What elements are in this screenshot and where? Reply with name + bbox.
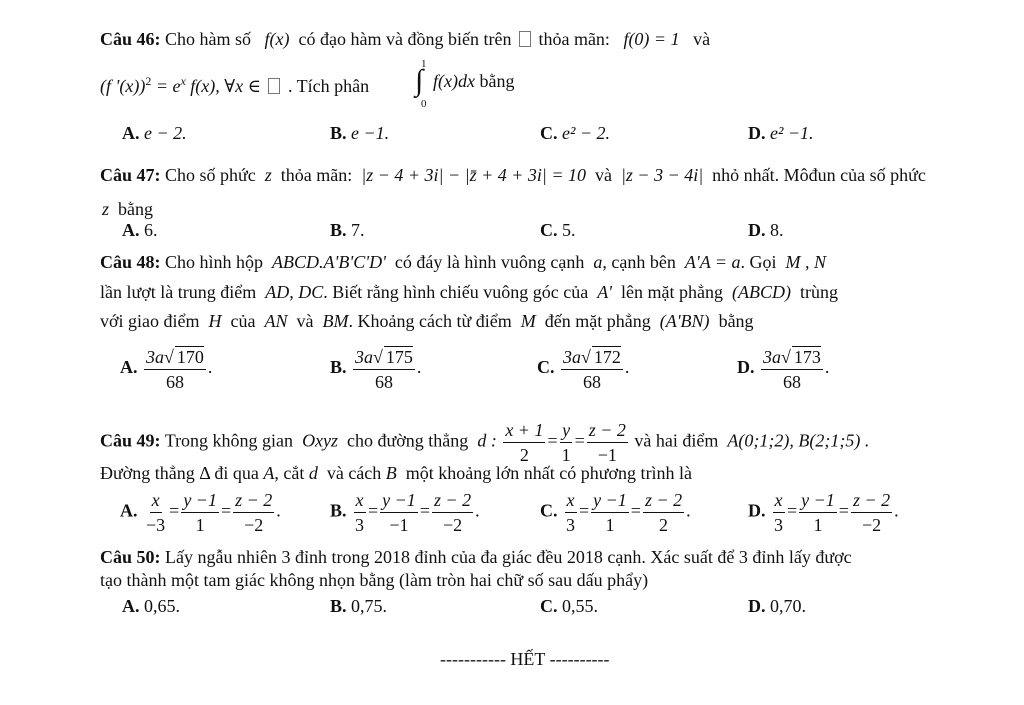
frac-den: −2 xyxy=(244,515,264,535)
frac-den: −2 xyxy=(442,515,463,535)
q46-line2: (f '$(x))^2 = e^x$ f(x), ∀x ∈ . Tích phân xyxy=(100,74,370,96)
q50-option-a xyxy=(122,595,180,617)
q49-option-b: B. $\frac{x}{3}$ = $\frac{y -1}{-1}$ = $\frac{z - 2}{-2}$ . xyxy=(330,490,480,535)
q48-line3 xyxy=(100,310,754,332)
option-value: 0,55. xyxy=(562,596,598,616)
q48-text: Cho hình hộp xyxy=(165,252,264,272)
radicand: 175 xyxy=(385,347,413,367)
q47-label: Câu 47: xyxy=(100,165,161,185)
q48-an: AN xyxy=(264,311,288,331)
option-value: 5. xyxy=(562,220,576,240)
q48-text: có đáy là hình vuông cạnh xyxy=(394,252,585,272)
q48-box: ABCD.A'B'C'D' xyxy=(272,252,386,272)
frac-den: −1 xyxy=(389,515,409,535)
option-letter: B. xyxy=(330,220,347,240)
q49-option-c: C. $\frac{x}{3}$ = $\frac{y -1}{1}$ = $\frac{z - 2}{2}$ . xyxy=(540,490,691,535)
option-letter: C. xyxy=(540,123,558,143)
q46-cond2-rhs: = e xyxy=(155,76,181,96)
option-letter: C. xyxy=(540,596,558,616)
frac-num: 3a xyxy=(563,347,581,367)
q48-text: đến mặt phẳng xyxy=(544,311,651,331)
frac-den: 3 xyxy=(355,515,365,535)
option-letter: D. xyxy=(748,596,766,616)
q48-plane: (A'BN) xyxy=(659,311,710,331)
fraction xyxy=(503,420,545,465)
q48-mn: M , N xyxy=(785,252,827,272)
fraction: $\frac{3a√ 173}{68}$ xyxy=(763,347,821,392)
q48-edge: A'A = a xyxy=(684,252,741,272)
q46-text6: bằng xyxy=(479,71,515,91)
q48-bm: BM xyxy=(322,311,349,331)
option-letter: B. xyxy=(330,357,347,378)
q50-line1 xyxy=(100,546,852,568)
q49-label: Câu 49: xyxy=(100,430,161,451)
frac-den: 2 xyxy=(659,515,669,535)
option-letter: A. xyxy=(122,123,140,143)
q49-text: cho đường thẳng xyxy=(347,430,469,451)
integral-lower-limit: 0 xyxy=(421,98,427,110)
q46-cond1: f(0) = 1 xyxy=(623,29,680,49)
q50-option-b xyxy=(330,595,387,617)
q46-text4: và xyxy=(693,29,711,49)
frac-num: 3a xyxy=(763,347,781,367)
option-letter: D. xyxy=(737,357,755,378)
q46-fx: f(x) xyxy=(264,29,290,49)
q49-A: A xyxy=(263,463,275,483)
q49-line2 xyxy=(100,462,692,484)
q47-text1: Cho số phức xyxy=(165,165,256,185)
q47-line2-text: bằng xyxy=(118,199,154,219)
q46-label: Câu 46: xyxy=(100,29,161,49)
frac-num: z − 2 xyxy=(643,490,684,513)
option-letter: C. xyxy=(540,500,558,521)
q48-m: M xyxy=(520,311,536,331)
q46-cond2-rest: f(x), ∀x ∈ xyxy=(190,76,261,96)
q48-text: , cạnh bên xyxy=(602,252,676,272)
radicand: 172 xyxy=(593,347,621,367)
q49-option-d: D. $\frac{x}{3}$ = $\frac{y -1}{1}$ = $\frac{z - 2}{-2}$ . xyxy=(748,490,899,535)
frac-num: y −1 xyxy=(380,490,418,513)
q48-text: . Gọi xyxy=(740,252,777,272)
frac-num: x xyxy=(773,490,785,513)
q49-B: B xyxy=(385,463,397,483)
q50-text: Lấy ngẫu nhiên 3 đỉnh trong 2018 đỉnh của đa giác đều 2018 cạnh. Xác suất để 3 đỉnh lấy được xyxy=(165,547,852,567)
q48-text: lên mặt phẳng xyxy=(621,282,724,302)
q47-z2: z xyxy=(102,199,110,219)
missing-glyph-icon xyxy=(519,31,531,47)
q47-z: z xyxy=(264,165,272,185)
q48-ap: A' xyxy=(597,282,613,302)
frac-den: −1 xyxy=(597,445,617,465)
q46-line1 xyxy=(100,28,710,50)
frac-num: z − 2 xyxy=(432,490,473,513)
q48-text: với giao điểm xyxy=(100,311,200,331)
option-letter: A. xyxy=(120,357,138,378)
q46-cond2-lhs: (f '(x)) xyxy=(100,76,146,96)
q46-option-c xyxy=(540,122,610,144)
q49-dd: d xyxy=(308,463,318,483)
q48-option-b: B. $\frac{3a√ 175}{68}$ . xyxy=(330,347,422,392)
q49-text: Đường thẳng Δ đi qua xyxy=(100,463,259,483)
q50-option-c xyxy=(540,595,598,617)
frac-den: 1 xyxy=(195,515,205,535)
frac-num: z − 2 xyxy=(851,490,892,513)
q46-integrand: f(x)dx xyxy=(433,71,475,91)
q46-option-a xyxy=(122,122,187,144)
option-value: 0,75. xyxy=(351,596,388,616)
q48-text: của xyxy=(230,311,256,331)
q48-option-c: C. $\frac{3a√ 172}{68}$ . xyxy=(537,347,630,392)
option-letter: D. xyxy=(748,220,766,240)
frac-num: y xyxy=(560,420,572,443)
q47-line1 xyxy=(100,164,926,186)
q47-option-d xyxy=(748,219,784,241)
frac-den: 1 xyxy=(605,515,615,535)
q49-points: A(0;1;2), B(2;1;5) . xyxy=(727,430,870,451)
missing-glyph-icon xyxy=(268,78,280,94)
q46-text3: thỏa mãn: xyxy=(538,29,610,49)
frac-den: 68 xyxy=(782,372,801,392)
q48-text: . Khoảng cách từ điểm xyxy=(348,311,512,331)
option-value: e² − 2. xyxy=(562,123,611,143)
q47-option-a xyxy=(122,219,158,241)
q50-option-d xyxy=(748,595,806,617)
q49-d: d : xyxy=(477,430,497,451)
option-letter: B. xyxy=(330,500,347,521)
q49-text: Trong không gian xyxy=(164,430,294,451)
option-letter: A. xyxy=(120,500,138,521)
frac-den: 68 xyxy=(582,372,601,392)
option-value: e² −1. xyxy=(770,123,814,143)
frac-num: y −1 xyxy=(181,490,219,513)
q49-line1: Câu 49: Trong không gian Oxyz cho đường thẳng d : $\frac{x + 1}{2}$ = $\frac{y}{1}$ = $\frac{z - 2}{-1}$ và hai điểm A(0;1;2), B(2;1;5) . xyxy=(100,420,870,465)
option-letter: C. xyxy=(537,357,555,378)
frac-den: 2 xyxy=(519,445,529,465)
frac-den: −3 xyxy=(146,515,166,535)
option-value: 8. xyxy=(770,220,784,240)
q47-text3: và xyxy=(594,165,612,185)
q47-option-b xyxy=(330,219,365,241)
q48-text: bằng xyxy=(718,311,754,331)
frac-num: 3a xyxy=(146,347,164,367)
frac-den: 1 xyxy=(813,515,823,535)
frac-den: 3 xyxy=(774,515,783,535)
option-letter: D. xyxy=(748,500,766,521)
q47-text2: thỏa mãn: xyxy=(280,165,353,185)
q46-option-d xyxy=(748,122,814,144)
q48-option-d: D. $\frac{3a√ 173}{68}$ . xyxy=(737,347,830,392)
q47-line2 xyxy=(102,198,153,220)
fraction: $\frac{3a√ 175}{68}$ xyxy=(355,347,413,392)
q48-text: . Biết rằng hình chiếu vuông góc của xyxy=(323,282,589,302)
q48-text: trùng xyxy=(800,282,839,302)
frac-num: z − 2 xyxy=(587,420,628,443)
frac-num: x xyxy=(354,490,366,513)
frac-num: x + 1 xyxy=(503,420,545,443)
q49-text: một khoảng lớn nhất có phương trình là xyxy=(405,463,693,483)
q49-text: và hai điểm xyxy=(634,430,719,451)
radicand: 173 xyxy=(793,347,821,367)
option-value: 6. xyxy=(144,220,158,240)
integral-sign: ∫ xyxy=(415,64,424,97)
frac-num: x xyxy=(150,490,162,513)
q48-a: a xyxy=(593,252,603,272)
option-letter: B. xyxy=(330,596,347,616)
option-value: 7. xyxy=(351,220,365,240)
frac-num: y −1 xyxy=(591,490,629,513)
option-value: 0,65. xyxy=(144,596,180,616)
q49-text: và cách xyxy=(326,463,382,483)
option-value: 0,70. xyxy=(770,596,806,616)
q47-option-c xyxy=(540,219,576,241)
q49-option-a: A. $\frac{x}{-3}$ = $\frac{y -1}{1}$ = $\frac{z - 2}{-2}$ . xyxy=(120,490,281,535)
frac-num: z − 2 xyxy=(233,490,274,513)
fraction: $\frac{3a√ 170}{68}$ xyxy=(146,347,204,392)
option-letter: B. xyxy=(330,123,347,143)
q47-eq2: |z − 3 − 4i| xyxy=(620,165,704,185)
q48-text: và xyxy=(296,311,314,331)
frac-den: 68 xyxy=(165,372,184,392)
integral-upper-limit: 1 xyxy=(421,58,427,70)
frac-den: −2 xyxy=(861,515,882,535)
q48-label: Câu 48: xyxy=(100,252,161,272)
frac-den: 68 xyxy=(374,372,393,392)
radicand: 170 xyxy=(176,347,204,367)
q48-mids: AD, DC xyxy=(265,282,324,302)
q47-eq: |z − 4 + 3i| − |z̄ + 4 + 3i| = 10 xyxy=(361,165,586,185)
q50-line2 xyxy=(100,569,648,591)
q46-text5: . Tích phân xyxy=(287,76,370,96)
q49-oxyz: Oxyz xyxy=(302,430,339,451)
fraction xyxy=(587,420,628,465)
q46-integrand-line xyxy=(433,70,514,92)
end-footer: ----------- HẾT ---------- xyxy=(440,649,610,669)
option-letter: A. xyxy=(122,220,140,240)
frac-den: 1 xyxy=(561,445,571,465)
q48-abcd: (ABCD) xyxy=(732,282,792,302)
option-letter: D. xyxy=(748,123,766,143)
q50-label: Câu 50: xyxy=(100,547,161,567)
q46-option-b xyxy=(330,122,389,144)
frac-num: x xyxy=(565,490,577,513)
q48-text: lần lượt là trung điểm xyxy=(100,282,257,302)
option-letter: A. xyxy=(122,596,140,616)
q47-text4: nhỏ nhất. Môđun của số phức xyxy=(712,165,926,185)
fraction: $\frac{3a√ 172}{68}$ xyxy=(563,347,621,392)
q46-text: Cho hàm số xyxy=(165,29,252,49)
q46-text2: có đạo hàm và đồng biến trên xyxy=(298,29,512,49)
frac-num: y −1 xyxy=(799,490,837,513)
frac-num: 3a xyxy=(355,347,374,367)
q48-h: H xyxy=(208,311,222,331)
q49-text: , cắt xyxy=(274,463,305,483)
option-value: e − 2. xyxy=(144,123,187,143)
option-letter: C. xyxy=(540,220,558,240)
q50-text: tạo thành một tam giác không nhọn bằng (làm tròn hai chữ số sau dấu phẩy) xyxy=(100,570,649,590)
q48-line1 xyxy=(100,251,826,273)
frac-den: 3 xyxy=(566,515,575,535)
q48-option-a: A. $\frac{3a√ 170}{68}$ . xyxy=(120,347,213,392)
fraction xyxy=(560,420,573,465)
option-value: e −1. xyxy=(351,123,390,143)
q48-line2 xyxy=(100,281,838,303)
